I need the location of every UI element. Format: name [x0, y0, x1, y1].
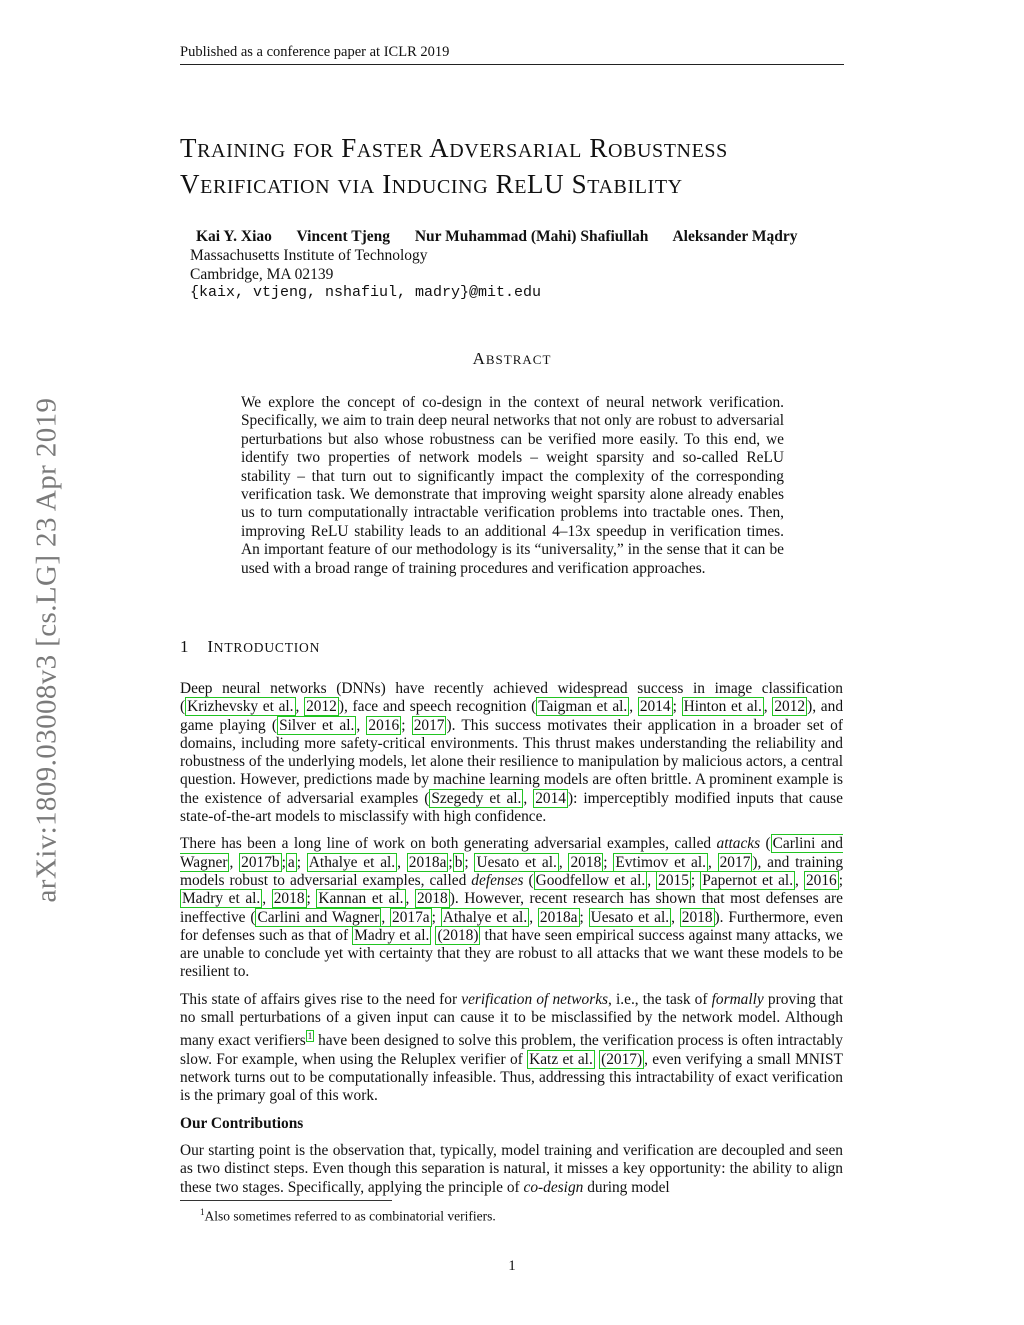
citation-link[interactable]: Papernot et al.	[702, 871, 794, 889]
citation-link[interactable]: Athalye et al.	[442, 908, 528, 926]
citation-link[interactable]: 2018	[273, 890, 305, 908]
citation-link[interactable]: Uesato et al.	[590, 908, 670, 926]
affiliation: Massachusetts Institute of Technology	[190, 247, 428, 264]
running-header: Published as a conference paper at ICLR 2019	[180, 44, 844, 65]
citation-link[interactable]: 2017a	[392, 908, 430, 926]
page-number: 1	[508, 1258, 516, 1274]
section-heading	[180, 637, 320, 657]
citation-link[interactable]: Silver et al.	[279, 716, 355, 734]
citation-link[interactable]: 2017	[719, 853, 751, 871]
citation-link[interactable]: Evtimov et al.	[615, 853, 706, 871]
paper-title	[180, 132, 880, 204]
citation-link[interactable]: 2018a	[539, 908, 578, 926]
author-list	[196, 228, 856, 246]
section-number: 1	[180, 637, 190, 656]
citation-link[interactable]: Katz et al.	[529, 1050, 593, 1068]
author: Aleksander Mądry	[672, 228, 798, 245]
author: Kai Y. Xiao	[196, 228, 272, 245]
citation-link[interactable]: Taigman et al.	[538, 698, 628, 716]
citation-link[interactable]: Krizhevsky et al.	[187, 698, 294, 716]
citation-link[interactable]: 2012	[774, 698, 806, 716]
body-text	[180, 680, 843, 1206]
author: Nur Muhammad (Mahi) Shafiullah	[414, 228, 649, 245]
citation-link[interactable]: 2016	[805, 871, 837, 889]
citation-link[interactable]: 2012	[306, 698, 337, 716]
affiliation-block	[190, 246, 428, 284]
citation-link[interactable]: 2015	[658, 871, 689, 889]
abstract-text: We explore the concept of co-design in the context of neural network verification. Specifically, we aim to train deep neural networks that not only are robust to adversarial perturbations but also whose robustness can be verified more easily. To this end, we identify two properties of network models – weight sparsity and so-called ReLU stability – that turn out to significantly impact the complexity of the corresponding verification task. We demonstrate that improving weight sparsity alone already enables us to turn computationally intractable verification problems into tractable ones. Then, improving ReLU stability leads to an additional 4–13x speedup in verification times. An important feature of our methodology is its “universality,” in the sense that it can be used with a broad range of training procedures and verification approaches.	[241, 394, 784, 577]
citation-link[interactable]: Szegedy et al.	[431, 789, 522, 807]
citation-link[interactable]: Carlini and Wagner	[257, 908, 380, 926]
citation-link[interactable]: 2017b	[241, 853, 280, 871]
subsection-title: Our Contributions	[180, 1114, 304, 1132]
citation-link[interactable]: 2014	[535, 789, 566, 807]
citation-link[interactable]: 2017	[413, 716, 445, 734]
title-line-2: VERIFICATION VIA INDUCING RELU STABILITY	[180, 169, 683, 199]
citation-link[interactable]: 2014	[639, 698, 671, 716]
paragraph: There has been a long line of work on both generating adversarial examples, called attacks ( Carlini and Wagner , 2017b ; a ; Athalye et al. , 2018a ; b ; Uesato et al. , 2018 ; Evtimov et al. , 2017 ), and training models robust to adversarial examples, called defenses ( Goodfellow et al. , 2015 ; Papernot et al. , 2016 ; Madry et al. , 2018 ; Kannan et al. , 2018 ). However, recent research has shown that most defenses are ineffective ( Carlini and Wagner , 2017a ; Athalye et al. , 2018a ; Uesato et al. , 2018 ). Furthermore, even for defenses such as that of Madry et al. (2018) that have seen empirical success against many attacks, we are unable to conclude yet with certainty that they are robust to all attacks that we want these models to be resilient to.	[180, 835, 844, 981]
citation-link[interactable]: (2017)	[601, 1050, 643, 1068]
citation-link[interactable]: a	[287, 853, 295, 871]
arxiv-stamp: arXiv:1809.03008v3 [cs.LG] 23 Apr 2019	[30, 397, 63, 903]
citation-link[interactable]: Madry et al.	[182, 890, 261, 908]
citation-link[interactable]: Hinton et al.	[683, 698, 762, 716]
citation-link[interactable]: Kannan et al.	[318, 890, 404, 908]
citation-link[interactable]: Goodfellow et al.	[535, 871, 646, 889]
author-emails: {kaix, vtjeng, nshafiul, madry}@mit.edu	[190, 284, 542, 301]
citation-link[interactable]: 2018	[681, 908, 713, 926]
abstract-heading: ABSTRACT	[472, 349, 552, 368]
citation-link[interactable]: 2018	[416, 890, 448, 908]
section-title: INTRODUCTION	[207, 637, 321, 656]
title-line-1: TRAINING FOR FASTER ADVERSARIAL ROBUSTNESS	[180, 133, 728, 163]
citation-link[interactable]: Madry et al.	[354, 926, 430, 944]
citation-link[interactable]: (2018)	[437, 926, 479, 944]
paragraph: Deep neural networks (DNNs) have recently achieved widespread success in image classification ( Krizhevsky et al. , 2012 ), face and speech recognition ( Taigman et al. , 2014 ; Hinton et al. , 2012 ), and game playing ( Silver et al. , 2016 ; 2017 ). This success motivates their application in a broader set of domains, including more safety-critical environments. This thrust makes understanding the reliability and robustness of the underlying models, let alone their resilience to manipulation by malicious actors, a central question. However, predictions made by machine learning models are often brittle. A prominent example is the existence of adversarial examples ( Szegedy et al. , 2014 ): imperceptibly modified inputs that cause state-of-the-art models to misclassify with high confidence.	[180, 680, 844, 826]
paragraph: Our starting point is the observation that, typically, model training and verification are decoupled and seen as two distinct steps. Even though this separation is natural, it misses a key opportunity: the ability to align these two stages. Specifically, applying the principle of co-design during model	[180, 1141, 843, 1196]
footnote-link[interactable]: 1	[307, 1031, 313, 1042]
author: Vincent Tjeng	[296, 228, 390, 245]
citation-link[interactable]: 2018	[570, 853, 602, 871]
citation-link[interactable]: b	[454, 853, 463, 871]
citation-link[interactable]: 2018a	[408, 853, 447, 871]
paragraph: This state of affairs gives rise to the need for verification of networks, i.e., the task of formally proving that no small perturbations of a given input can cause it to be misclassified by the network model. Although many exact verifiers $^1$ have been designed to solve this problem, the verification process is often intractably slow. For example, when using the Reluplex verifier of Katz et al. (2017) , even verifying a small MNIST network turns out to be computationally infeasible. Thus, addressing this intractability of exact verification is the primary goal of this work.	[180, 990, 843, 1105]
footnote-rule	[180, 1200, 392, 1201]
citation-link[interactable]: Uesato et al.	[476, 853, 557, 871]
citation-link[interactable]: 2016	[368, 716, 400, 734]
citation-link[interactable]: Athalye et al.	[308, 853, 396, 871]
location: Cambridge, MA 02139	[190, 266, 334, 283]
footnote: $^1$Also sometimes referred to as combinatorial verifiers.	[200, 1207, 496, 1224]
citation-link[interactable]: Carlini and Wagner	[180, 835, 843, 871]
